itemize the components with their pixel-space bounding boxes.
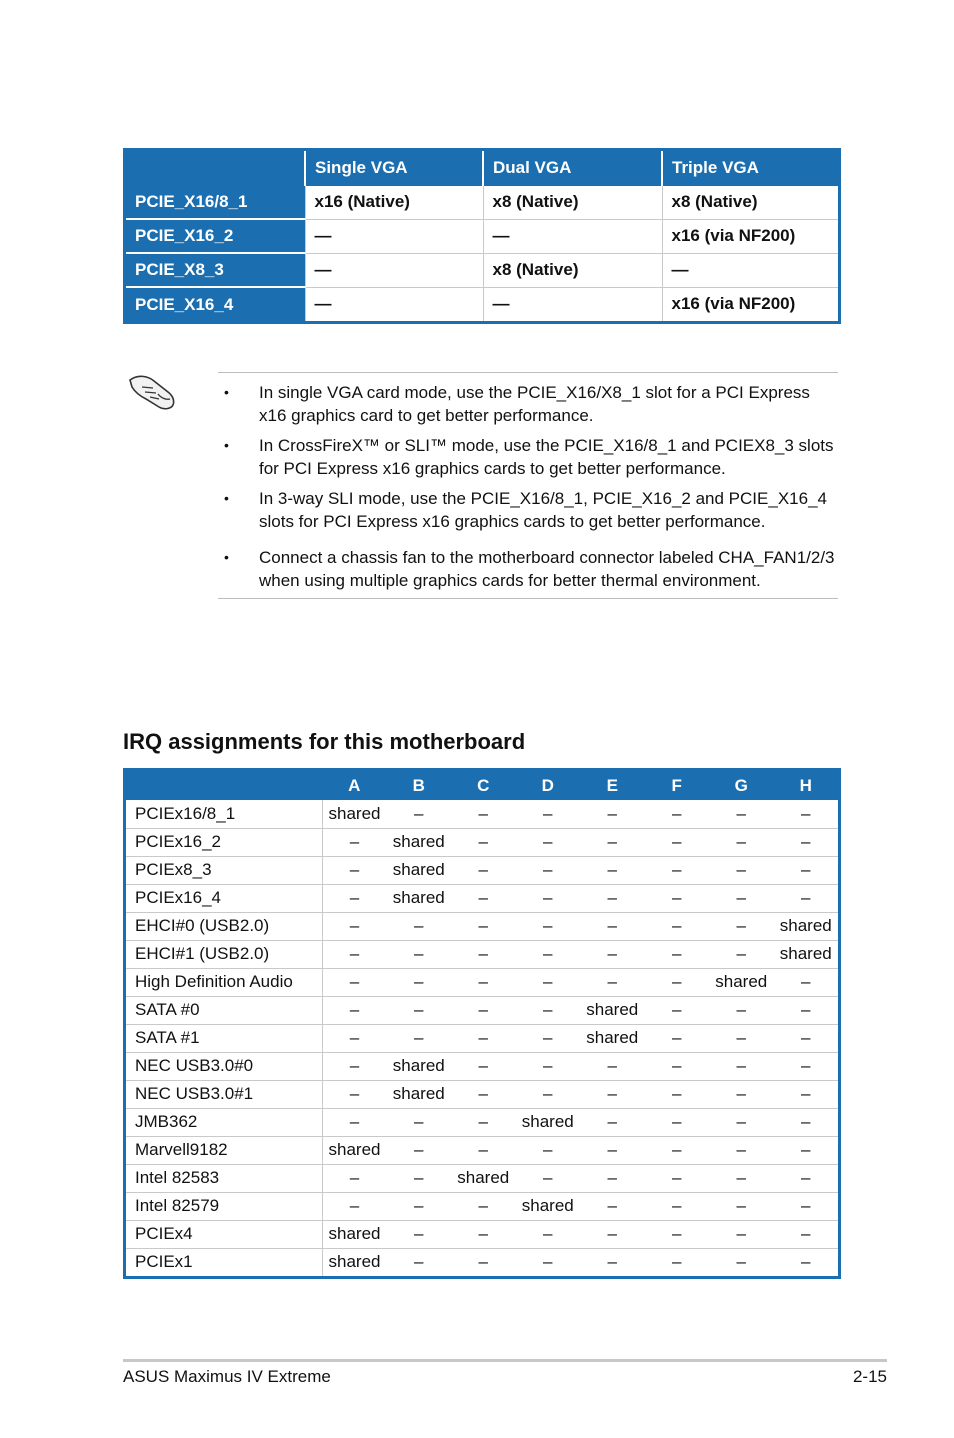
device-label: JMB362 — [126, 1108, 322, 1136]
irq-cell: – — [709, 1164, 774, 1192]
irq-cell: – — [645, 1080, 710, 1108]
vga-header-row — [126, 151, 838, 185]
irq-cell: – — [322, 1164, 387, 1192]
irq-cell: – — [645, 856, 710, 884]
irq-cell: – — [774, 1136, 839, 1164]
irq-cell: – — [709, 884, 774, 912]
irq-cell: – — [322, 912, 387, 940]
table-row — [126, 185, 838, 219]
irq-cell: – — [709, 912, 774, 940]
irq-cell: – — [580, 912, 645, 940]
irq-cell: – — [322, 940, 387, 968]
irq-cell: – — [414, 803, 424, 823]
irq-cell: shared — [387, 828, 452, 856]
slot-label: PCIE_X16/8_1 — [126, 185, 305, 219]
irq-cell: – — [451, 1136, 516, 1164]
table-row — [126, 1164, 838, 1192]
irq-cell: – — [801, 803, 811, 823]
irq-cell: – — [645, 968, 710, 996]
irq-cell: – — [645, 996, 710, 1024]
slot-label: PCIE_X16_4 — [126, 287, 305, 321]
irq-cell: – — [543, 803, 553, 823]
irq-cell: – — [774, 1108, 839, 1136]
irq-cell: – — [322, 1052, 387, 1080]
irq-cell: – — [645, 1192, 710, 1220]
irq-cell: – — [387, 1024, 452, 1052]
footer-rule — [123, 1359, 887, 1362]
irq-header-cell: F — [645, 771, 710, 800]
irq-cell: – — [516, 968, 581, 996]
irq-cell: – — [387, 1164, 452, 1192]
irq-cell: – — [645, 1136, 710, 1164]
irq-cell: – — [516, 912, 581, 940]
table-row — [126, 1136, 838, 1164]
irq-cell: – — [580, 1248, 645, 1276]
irq-cell: – — [322, 884, 387, 912]
irq-cell: – — [774, 1080, 839, 1108]
irq-cell: – — [774, 1164, 839, 1192]
irq-cell: shared — [774, 940, 839, 968]
irq-cell: – — [451, 884, 516, 912]
irq-cell: – — [451, 856, 516, 884]
device-label: Marvell9182 — [126, 1136, 322, 1164]
irq-cell: – — [709, 1220, 774, 1248]
irq-cell: – — [736, 803, 746, 823]
irq-cell: – — [580, 1136, 645, 1164]
irq-cell: – — [645, 828, 710, 856]
irq-cell: – — [387, 1220, 452, 1248]
table-cell: x8 (Native) — [662, 185, 838, 219]
vga-header-cell: Dual VGA — [483, 151, 662, 185]
irq-cell: – — [516, 1136, 581, 1164]
table-cell: — — [662, 253, 838, 287]
irq-cell: shared — [387, 1080, 452, 1108]
irq-cell: – — [516, 1024, 581, 1052]
irq-cell: – — [774, 1192, 839, 1220]
irq-cell: – — [672, 803, 682, 823]
irq-cell: – — [516, 940, 581, 968]
table-row — [126, 940, 838, 968]
irq-cell: – — [451, 912, 516, 940]
table-row — [126, 856, 838, 884]
device-label: PCIEx16_4 — [126, 884, 322, 912]
irq-cell: – — [516, 856, 581, 884]
device-label: PCIEx8_3 — [126, 856, 322, 884]
device-label: NEC USB3.0#1 — [126, 1080, 322, 1108]
irq-header-cell: E — [580, 771, 645, 800]
irq-cell: – — [322, 1024, 387, 1052]
slot-label: PCIE_X16_2 — [126, 219, 305, 253]
irq-cell: – — [774, 1248, 839, 1276]
device-label: PCIEx16/8_1 — [126, 800, 322, 828]
irq-cell: shared — [387, 1052, 452, 1080]
irq-cell: shared — [709, 968, 774, 996]
table-cell: — — [483, 287, 662, 321]
table-cell: x16 (via NF200) — [662, 219, 838, 253]
irq-cell: – — [516, 1164, 581, 1192]
irq-cell: shared — [451, 1164, 516, 1192]
irq-cell: – — [451, 828, 516, 856]
vga-header-cell: Single VGA — [305, 151, 483, 185]
irq-cell: – — [516, 996, 581, 1024]
irq-cell: – — [322, 996, 387, 1024]
vga-header-cell: Triple VGA — [662, 151, 838, 185]
irq-cell: – — [322, 1108, 387, 1136]
irq-cell: shared — [774, 912, 839, 940]
irq-cell: – — [580, 968, 645, 996]
table-row — [126, 219, 838, 253]
section-heading: IRQ assignments for this motherboard — [123, 729, 526, 754]
table-cell: — — [305, 219, 483, 253]
device-label: PCIEx16_2 — [126, 828, 322, 856]
irq-header-cell: D — [516, 771, 581, 800]
irq-cell: – — [645, 1052, 710, 1080]
irq-cell: – — [580, 940, 645, 968]
page-number: 2-15 — [852, 1367, 887, 1386]
irq-cell: – — [516, 1052, 581, 1080]
irq-cell: – — [516, 1248, 581, 1276]
irq-cell: – — [774, 1220, 839, 1248]
irq-cell: – — [774, 884, 839, 912]
device-label: EHCI#0 (USB2.0) — [126, 912, 322, 940]
irq-cell: – — [451, 940, 516, 968]
irq-cell: – — [451, 1052, 516, 1080]
irq-cell: shared — [580, 1024, 645, 1052]
irq-cell: – — [451, 1024, 516, 1052]
irq-cell: – — [580, 1108, 645, 1136]
irq-header-cell: B — [387, 771, 452, 800]
irq-cell: – — [645, 1164, 710, 1192]
irq-cell: – — [478, 803, 488, 823]
table-cell: — — [305, 253, 483, 287]
irq-cell: – — [709, 1248, 774, 1276]
irq-cell: – — [709, 1024, 774, 1052]
vga-header-cell — [126, 151, 305, 185]
irq-cell: shared — [322, 1136, 387, 1164]
table-cell: — — [483, 219, 662, 253]
table-row — [126, 800, 838, 828]
note-text: In single VGA card mode, use the PCIE_X16/X8_1 slot for a PCI Express x16 graphics card to get better performance. — [259, 383, 810, 425]
irq-cell: shared — [516, 1108, 581, 1136]
irq-cell: – — [645, 1220, 710, 1248]
irq-cell: – — [580, 1192, 645, 1220]
table-row — [126, 287, 838, 321]
note-hand-icon — [128, 372, 178, 412]
irq-cell: – — [645, 1248, 710, 1276]
manual-title: ASUS Maximus IV Extreme — [123, 1367, 331, 1386]
table-row — [126, 884, 838, 912]
table-row — [126, 828, 838, 856]
irq-cell: – — [774, 1052, 839, 1080]
irq-cell: – — [322, 828, 387, 856]
irq-cell: – — [387, 1108, 452, 1136]
irq-header-row — [126, 771, 838, 800]
irq-cell: – — [709, 856, 774, 884]
irq-cell: – — [709, 940, 774, 968]
irq-header-cell: H — [774, 771, 839, 800]
bullet: • — [224, 384, 229, 400]
device-label: Intel 82579 — [126, 1192, 322, 1220]
irq-cell: – — [322, 1080, 387, 1108]
device-label: EHCI#1 (USB2.0) — [126, 940, 322, 968]
irq-header-cell: A — [322, 771, 387, 800]
device-label: SATA #1 — [126, 1024, 322, 1052]
bullet: • — [224, 437, 229, 453]
device-label: High Definition Audio — [126, 968, 322, 996]
irq-cell: – — [387, 968, 452, 996]
irq-cell: – — [774, 1024, 839, 1052]
irq-cell: – — [645, 1108, 710, 1136]
irq-cell: – — [387, 1192, 452, 1220]
irq-cell: shared — [580, 996, 645, 1024]
note-text: In 3-way SLI mode, use the PCIE_X16/8_1, PCIE_X16_2 and PCIE_X16_4 slots for PCI Express x16 graphics cards to get better performance. — [259, 489, 827, 531]
irq-cell: – — [645, 940, 710, 968]
irq-cell: – — [516, 1220, 581, 1248]
table-cell: x16 (via NF200) — [662, 287, 838, 321]
irq-cell: – — [709, 1080, 774, 1108]
irq-cell: – — [451, 1192, 516, 1220]
irq-cell: – — [387, 912, 452, 940]
irq-cell: – — [774, 968, 839, 996]
irq-cell: – — [580, 1164, 645, 1192]
irq-cell: shared — [322, 1220, 387, 1248]
table-cell: x8 (Native) — [483, 185, 662, 219]
irq-cell: – — [709, 996, 774, 1024]
irq-cell: shared — [328, 803, 381, 823]
irq-cell: – — [580, 828, 645, 856]
irq-cell: – — [516, 884, 581, 912]
irq-cell: – — [451, 1080, 516, 1108]
irq-table — [123, 768, 841, 1279]
irq-cell: – — [387, 996, 452, 1024]
irq-cell: – — [387, 1248, 452, 1276]
irq-cell: – — [580, 1052, 645, 1080]
irq-cell: – — [516, 828, 581, 856]
table-row — [126, 1192, 838, 1220]
irq-header-cell: G — [709, 771, 774, 800]
table-row — [126, 1248, 838, 1276]
irq-cell: – — [451, 1108, 516, 1136]
table-row — [126, 1220, 838, 1248]
irq-cell: – — [322, 856, 387, 884]
irq-cell: – — [645, 1024, 710, 1052]
irq-cell: – — [516, 1080, 581, 1108]
irq-cell: shared — [516, 1192, 581, 1220]
irq-cell: – — [580, 884, 645, 912]
irq-cell: – — [709, 1192, 774, 1220]
table-row — [126, 1108, 838, 1136]
irq-cell: – — [709, 1052, 774, 1080]
irq-cell: – — [451, 968, 516, 996]
irq-cell: shared — [387, 856, 452, 884]
bullet: • — [224, 549, 229, 565]
irq-cell: – — [387, 1136, 452, 1164]
irq-cell: – — [709, 1108, 774, 1136]
irq-cell: – — [580, 856, 645, 884]
irq-cell: – — [645, 884, 710, 912]
device-label: PCIEx1 — [126, 1248, 322, 1276]
table-row — [126, 996, 838, 1024]
vga-config-table — [123, 148, 841, 324]
device-label: PCIEx4 — [126, 1220, 322, 1248]
irq-cell: – — [322, 968, 387, 996]
irq-cell: – — [607, 803, 617, 823]
irq-cell: – — [451, 1248, 516, 1276]
irq-cell: – — [709, 828, 774, 856]
note-box — [218, 372, 838, 599]
irq-cell: shared — [322, 1248, 387, 1276]
table-row — [126, 912, 838, 940]
device-label: SATA #0 — [126, 996, 322, 1024]
irq-cell: shared — [387, 884, 452, 912]
note-text: In CrossFireX™ or SLI™ mode, use the PCIE_X16/8_1 and PCIEX8_3 slots for PCI Express x16 graphics cards to get better performance. — [259, 436, 834, 478]
table-row — [126, 1052, 838, 1080]
irq-cell: – — [322, 1192, 387, 1220]
device-label: Intel 82583 — [126, 1164, 322, 1192]
irq-header-cell — [126, 771, 322, 800]
table-row — [126, 1080, 838, 1108]
slot-label: PCIE_X8_3 — [126, 253, 305, 287]
irq-cell: – — [774, 996, 839, 1024]
irq-cell: – — [709, 1136, 774, 1164]
irq-header-cell: C — [451, 771, 516, 800]
irq-cell: – — [645, 912, 710, 940]
table-cell: x16 (Native) — [305, 185, 483, 219]
irq-cell: – — [774, 856, 839, 884]
irq-cell: – — [451, 1220, 516, 1248]
table-row — [126, 253, 838, 287]
table-row — [126, 968, 838, 996]
table-cell: x8 (Native) — [483, 253, 662, 287]
device-label: NEC USB3.0#0 — [126, 1052, 322, 1080]
irq-cell: – — [580, 1220, 645, 1248]
irq-cell: – — [387, 940, 452, 968]
irq-cell: – — [580, 1080, 645, 1108]
table-cell: — — [305, 287, 483, 321]
irq-cell: – — [774, 828, 839, 856]
irq-cell: – — [451, 996, 516, 1024]
bullet: • — [224, 490, 229, 506]
note-text: Connect a chassis fan to the motherboard connector labeled CHA_FAN1/2/3 when using multiple graphics cards for better thermal environment. — [259, 548, 835, 590]
table-row — [126, 1024, 838, 1052]
